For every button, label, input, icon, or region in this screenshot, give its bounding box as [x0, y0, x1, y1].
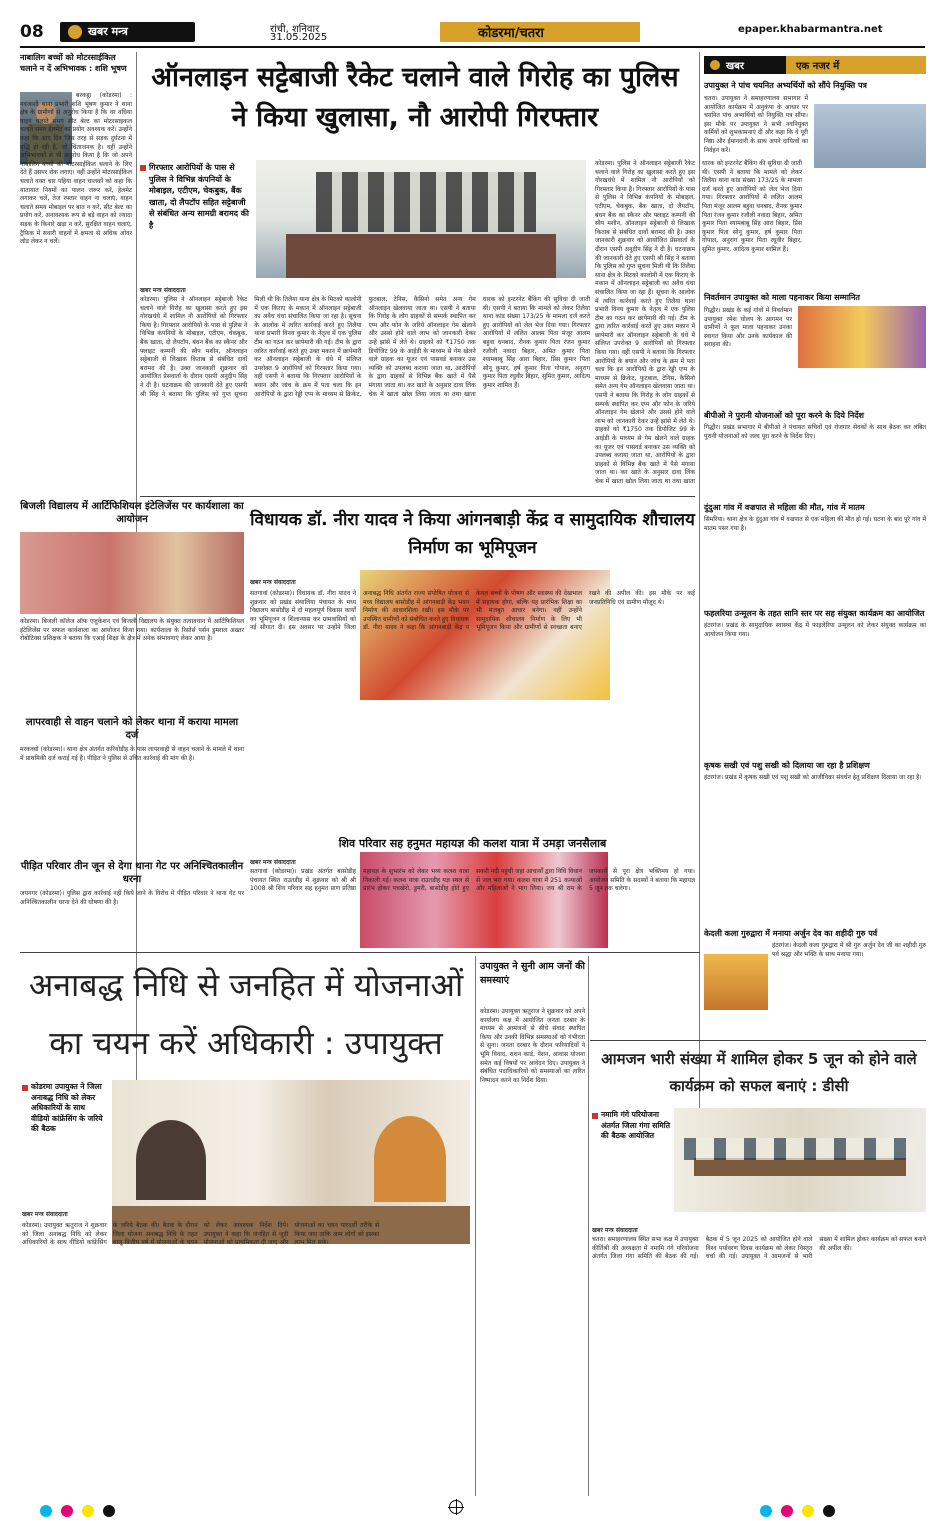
- left-story: [20, 52, 132, 492]
- bl-highlight-text: कोडरमा उपायुक्त ने जिला अनाबद्ध निधि को लेकर अधिकारियों के साथ वीडियो कांफ्रेंसिंग के जरिये की बैठक: [31, 1082, 103, 1133]
- right-item-body: चतरा। उपायुक्त ने समाहरणालय सभागार में आयोजित कार्यक्रम में अनुकंपा के आधार पर चयनित पांच अभ्यर्थियों को नियुक्ति पत्र सौंपा। इस मौके पर उपायुक्त ने सभी नवनियुक्त कर्मियों को शुभकामनाएं दीं और कहा कि वे पूरी निष्ठा और ईमानदारी के साथ अपने दायित्वों का निर्वहन करें।: [704, 95, 808, 154]
- right-item-6: [704, 760, 926, 926]
- right-item-2: [704, 292, 926, 408]
- bullet-icon: [592, 1113, 598, 1119]
- protest-story-body: जयनगर (कोडरमा)। पुलिस द्वारा कार्रवाई नहीं किये जाने के विरोध में पीड़ित परिवार ने थाना गेट पर अनिश्चितकालीन धरना देने की घोषणा की है।: [20, 890, 244, 906]
- bl-highlight: [22, 1082, 106, 1202]
- appointment-photo: [814, 104, 926, 168]
- right-item-headline: दुंदुआ गांव में वज्रपात से महिला की मौत, गांव में मातम: [704, 503, 865, 512]
- right-item-4: [704, 502, 926, 606]
- felicitation-photo: [798, 306, 926, 368]
- header-url[interactable]: epaper.khabarmantra.net: [738, 24, 883, 35]
- ai-story-headline: बिजली विद्यालय में आर्टिफिशियल इंटेलिजेंस पर कार्यशाला का आयोजन: [20, 501, 244, 525]
- bm-headline: उपायुक्त ने सुनी आम जनों की समस्याएं: [480, 961, 585, 986]
- crosshair-icon: [449, 1500, 463, 1514]
- right-item-headline: उपायुक्त ने पांच चयनित अभ्यर्थियों को सौंपे नियुक्ति पत्र: [704, 81, 867, 90]
- mla-body: सतगावां (कोडरमा)। विधायक डॉ. नीरा यादव ने शुक्रवार को प्रखंड संथालिया पंचायत के मध्य विद्यालय बासोडीह में दो महत्वपूर्ण विकास कार्यों का भूमिपूजन व शिलान्यास कर ग्रामवासियों को नई सौगात दी। इस अवसर पर उन्होंने जिला अनाबद्ध निधि अंतर्गत राज्य संपोषित योजना से मध्य विद्यालय बासोडीह में आंगनबाड़ी केंद्र भवन निर्माण की आधारशिला रखी। इस मौके पर उपस्थित ग्रामीणों को संबोधित करते हुए विधायक डॉ. नीरा यादव ने कहा कि आंगनबाड़ी केंद्र न केवल बच्चों के पोषण और स्वास्थ्य की देखभाल में सहायक होगा, बल्कि यह प्रारंभिक शिक्षा का भी मजबूत आधार बनेगा। वहीं उन्होंने सामुदायिक शौचालय निर्माण के लिए भी भूमिपूजन किया और ग्रामीणों से स्वच्छता बनाए रखने की अपील की। इस मौके पर कई जनप्रतिनिधि एवं ग्रामीण मौजूद थे।: [250, 590, 695, 632]
- case-story: [20, 716, 244, 858]
- right-item-headline: केदली कला गुरुद्वारा में मनाया अर्जुन देव का शहीदी गुरु पर्व: [704, 929, 878, 938]
- header-rule: [20, 46, 925, 48]
- bl-photo: [112, 1080, 470, 1244]
- registration-marks-right: [760, 1502, 920, 1516]
- kalash-byline: खबर मन्त्र संवाददाता: [250, 859, 296, 866]
- br-body: चतरा। समाहरणालय स्थित सभा कक्ष में उपायुक्त कीर्तिश्री की अध्यक्षता में नमामि गंगे परियोजना अंतर्गत जिला गंगा समिति की बैठक की गई। बैठक में 5 जून 2025 को आयोजित होने वाले विश्व पर्यावरण दिवस कार्यक्रम को लेकर विस्तृत चर्चा की गई। उपायुक्त ने आमजनों से भारी संख्या में शामिल होकर कार्यक्रम को सफल बनाने की अपील की।: [592, 1236, 926, 1261]
- registration-marks-left: [40, 1502, 300, 1516]
- section-bar: [440, 22, 640, 42]
- bottom-section-rule: [20, 952, 700, 953]
- bottom-mid-rule-right: [588, 956, 589, 1496]
- mla-byline: खबर मन्त्र संवाददाता: [250, 579, 296, 586]
- right-item-5: [704, 608, 926, 758]
- right-col-rule: [699, 52, 700, 1182]
- bl-headline: अनाबद्ध निधि से जनहित में योजनाओं का चयन करें अधिकारी : उपायुक्त: [28, 966, 464, 1062]
- ai-story-body: कोडरमा। बिजली कॉलेज ऑफ एजुकेशन एवं बिजली विद्यालय के संयुक्त तत्वावधान में आर्टिफिशियल इंटेलिजेंस पर सफल कार्यशाला का आयोजन किया गया। कार्यशाला के रिसोर्स पर्सन डुमराल अख्तर रोबोटिक्स प्रशिक्षक ने बताया कि एआई शिक्षा के क्षेत्र में अनेक संभावनाएं लेकर आया है।: [20, 618, 244, 643]
- br-byline: खबर मन्त्र संवाददाता: [592, 1227, 638, 1234]
- bullet-icon: [140, 165, 146, 171]
- tab-logo-icon: [710, 60, 720, 70]
- brand-logo-icon: [68, 25, 82, 39]
- br-highlight: [592, 1110, 670, 1220]
- lead-bottom-rule: [140, 496, 695, 497]
- right-item-body: गिद्धौर। प्रखंड के कई गांवों में निवर्तमान उपायुक्त रमेश घोलप के आगमन पर ग्रामीणों ने फूल माला पहनाकर उनका स्वागत किया और उनके कार्यकाल की सराहना की।: [704, 307, 792, 349]
- right-item-body: सिमरिया। थाना क्षेत्र के दुंदुआ गांव में वज्रपात से एक महिला की मौत हो गई। घटना के बाद पूरे गांव में मातम पसर गया है।: [704, 516, 926, 532]
- case-story-body: मरकच्चो (कोडरमा)। थाना क्षेत्र अंतर्गत करियोडीह के पास लापरवाही से वाहन चलाने के मामले में थाना में प्राथमिकी दर्ज कराई गई है। पीड़ित ने पुलिस से उचित कार्रवाई की मांग की है।: [20, 746, 244, 762]
- header-date: 31.05.2025: [270, 32, 328, 43]
- kalash-headline: शिव परिवार सह हनुमत महायज्ञ की कलश यात्रा में उमड़ा जनसैलाब: [338, 837, 607, 850]
- black-dot-icon: [823, 1505, 835, 1517]
- ai-workshop-photo: [20, 532, 244, 614]
- br-headline: आमजन भारी संख्या में शामिल होकर 5 जून को होने वाले कार्यक्रम को सफल बनाएं : डीसी: [601, 1050, 917, 1095]
- tab-title: एक नजर में: [796, 61, 840, 72]
- black-dot-icon: [103, 1505, 115, 1517]
- lead-highlight: [140, 162, 252, 282]
- page-number: 08: [20, 22, 44, 42]
- right-item-headline: कृषक सखी एवं पशु सखी को दिलाया जा रहा है प्रशिक्षण: [704, 761, 870, 770]
- header-city-day: रांची, शनिवार: [270, 24, 320, 35]
- cyan-dot-icon: [40, 1505, 52, 1517]
- masthead-bar: [20, 20, 925, 44]
- tab-brand: खबर: [726, 61, 744, 72]
- bullet-icon: [22, 1085, 28, 1091]
- right-bottom-rule: [590, 1040, 926, 1041]
- right-item-headline: बीपीओ ने पुरानी योजनाओं को पूरा करने के दिये निर्देश: [704, 411, 864, 420]
- lead-body: कोडरमा। पुलिस ने ऑनलाइन सट्टेबाजी रैकेट चलाने वाले गिरोह का खुलासा करते हुए इस गोरखधंधे में शामिल नौ आरोपियों को गिरफ्तार किया है। गिरफ्तार आरोपियों के पास से पुलिस ने विभिन्न कंपनियों के मोबाइल, एटीएम, चेकबुक, बैंक खाता, दो लैपटॉप, बंधन बैंक का स्कैनर और फ्लाइट कम्पनी की स्वैप मशीन, ऑनलाइन सट्टेबाजी से लिखाक किताब से संबंधित दावों बरामद की है। उक्त जानकारी शुक्रवार को आयोजित प्रेसवार्ता के दौरान एसपी अनुदीप सिंह ने दी है। घटनाक्रम की जानकारी देते हुए एसपी श्री सिंह ने बताया कि पुलिस को गुप्त सूचना मिली थी कि तिलैया थाना क्षेत्र के मिटको कालोनी में एक किराए के मकान में ऑनलाइन सट्टेबाजी का अवैध धंधा संचालित किया जा रहा है। सूचना के आलोक में त्वरित कार्रवाई करते हुए तिलैया थाना प्रभारी विनय कुमार के नेतृत्व में एक पुलिस टीम का गठन कर छापेमारी की गई। टीम के द्वारा त्वरित कार्रवाई करते हुए उक्त मकान में छापेमारी कर ऑनलाइन सट्टेबाजी के धंधे में संलिप्त उपरोक्त 9 आरोपियों को गिरफ्तार किया गया। वहीं एसपी ने बताया कि गिरफ्तार आरोपियों के बयान और जांच के क्रम में पता चला कि इन आरोपियों के द्वारा रेड्डी एप्प के माध्यम से क्रिकेट, फुटबाल, टेनिस, कैसिनो समेत अन्य गेम ऑनलाइन खेलवाया जाता था। एसपी ने बताया कि गिरोह के लोग ग्राहकों से सम्पर्क स्थापित कर एप्प और फोन के जरिये ऑनलाइन गेम खेलाने और उससे होने वाले लाभ को जानकारी देकर उन्हें झांसे में लेते थे। ग्राहकों को ₹1750 तक डिपोजिट 99 के आईडी के माध्यम से गेम खेलने वाले ग्राहक का यूजर एवं पासवर्ड बनाकर उस व्यक्ति को उपलब्ध कराया जाता था, आरोपियों के द्वारा ग्राहकों से विभिन्न बैंक खाते में पैसे मंगाया जाता था। कर खाते के अनुसार दावा लिंक चेक में खाता खोल लिया जाता था तथा खाता धारक को इन्टरनेट बैंकिंग की सुविधा दी जाती थी। एसपी ने बताया कि मामले को लेकर तिलैया थाना कांड संख्या 173/25 के मामला दर्ज करते हुए आरोपियों को जेल भेज दिया गया। गिरफ्तार आरोपियों में ललित आलम पिता मंजूर आलम बहुवा धनबाद, रौनक कुमार पिता रंजन कुमार रजौली नवादा बिहार, अमित कुमार पिता श्यामबाबू सिंह आरा बिहार, प्रिंस कुमार पिता सोनू कुमार, हर्ष कुमार पिता गोपाल, अनुराग कुमार पिता रघुवीर बिहार, सुमित कुमार, आदित्य कुमार शामिल हैं।: [140, 296, 590, 398]
- case-story-headline: लापरवाही से वाहन चलाने को लेकर थाना में कराया मामला दर्ज: [25, 717, 239, 741]
- lead-headline: ऑनलाइन सट्टेबाजी रैकेट चलाने वाले गिरोह का पुलिस ने किया खुलासा, नौ आरोपी गिरफ्तार: [151, 62, 679, 133]
- lead-body-continued: कोडरमा। पुलिस ने ऑनलाइन सट्टेबाजी रैकेट चलाने वाले गिरोह का खुलासा करते हुए इस गोरखधंधे में शामिल नौ आरोपियों को गिरफ्तार किया है। गिरफ्तार आरोपियों के पास से पुलिस ने विभिन्न कंपनियों के मोबाइल, एटीएम, चेकबुक, बैंक खाता, दो लैपटॉप, बंधन बैंक का स्कैनर और फ्लाइट कम्पनी की स्वैप मशीन, ऑनलाइन सट्टेबाजी से लिखाक किताब से संबंधित दावों बरामद की है। उक्त जानकारी शुक्रवार को आयोजित प्रेसवार्ता के दौरान एसपी अनुदीप सिंह ने दी है। घटनाक्रम की जानकारी देते हुए एसपी श्री सिंह ने बताया कि पुलिस को गुप्त सूचना मिली थी कि तिलैया थाना क्षेत्र के मिटको कालोनी में एक किराए के मकान में ऑनलाइन सट्टेबाजी का अवैध धंधा संचालित किया जा रहा है। सूचना के आलोक में त्वरित कार्रवाई करते हुए तिलैया थाना प्रभारी विनय कुमार के नेतृत्व में एक पुलिस टीम का गठन कर छापेमारी की गई। टीम के द्वारा त्वरित कार्रवाई करते हुए उक्त मकान में छापेमारी कर ऑनलाइन सट्टेबाजी के धंधे में संलिप्त उपरोक्त 9 आरोपियों को गिरफ्तार किया गया। वहीं एसपी ने बताया कि गिरफ्तार आरोपियों के बयान और जांच के क्रम में पता चला कि इन आरोपियों के द्वारा रेड्डी एप्प के माध्यम से क्रिकेट, फुटबाल, टेनिस, कैसिनो समेत अन्य गेम ऑनलाइन खेलवाया जाता था। एसपी ने बताया कि गिरोह के लोग ग्राहकों से सम्पर्क स्थापित कर एप्प और फोन के जरिये ऑनलाइन गेम खेलाने और उससे होने वाले लाभ को जानकारी देकर उन्हें झांसे में लेते थे। ग्राहकों को ₹1750 तक डिपोजिट 99 के आईडी के माध्यम से गेम खेलने वाले ग्राहक का यूजर एवं पासवर्ड बनाकर उस व्यक्ति को उपलब्ध कराया जाता था, आरोपियों के द्वारा ग्राहकों से विभिन्न बैंक खाते में पैसे मंगाया जाता था। कर खाते के अनुसार दावा लिंक चेक में खाता खोल लिया जाता था तथा खाता धारक को इन्टरनेट बैंकिंग की सुविधा दी जाती थी। एसपी ने बताया कि मामले को लेकर तिलैया थाना कांड संख्या 173/25 के मामला दर्ज करते हुए आरोपियों को जेल भेज दिया गया। गिरफ्तार आरोपियों में ललित आलम पिता मंजूर आलम बहुवा धनबाद, रौनक कुमार पिता रंजन कुमार रजौली नवादा बिहार, अमित कुमार पिता श्यामबाबू सिंह आरा बिहार, प्रिंस कुमार पिता सोनू कुमार, हर्ष कुमार पिता गोपाल, अनुराग कुमार पिता रघुवीर बिहार, सुमित कुमार, आदित्य कुमार शामिल हैं।: [595, 160, 802, 485]
- br-highlight-text: नमामि गंगे परियोजना अंतर्गत जिला गंगा समिति की बैठक आयोजित: [601, 1110, 670, 1140]
- ek-nazar-tab: [704, 56, 926, 74]
- bl-byline: खबर मन्त्र संवाददाता: [22, 1211, 68, 1218]
- bl-body: कोडरमा। उपायुक्त ऋतुराज ने शुक्रवार को जिला अनाबद्ध निधि को लेकर अधिकारियों के साथ वीडियो कांफ्रेंसिंग के जरिये बैठक की। बैठक के दौरान जिला योजना अनाबद्ध निधि के तहत चालू वित्तीय वर्ष में योजनाओं के चयन को लेकर आवश्यक निर्देश दिये। उपायुक्त ने कहा कि जनहित से जुड़ी योजनाओं को प्राथमिकता दी जाए और योजनाओं का चयन पारदर्शी तरीके से किया जाए ताकि आम लोगों को इसका लाभ मिल सके।: [22, 1222, 380, 1247]
- lead-photo: [256, 160, 586, 278]
- gurudwara-photo: [704, 954, 768, 1010]
- yellow-dot-icon: [802, 1505, 814, 1517]
- br-photo: [674, 1108, 926, 1212]
- lead-byline: खबर मन्त्र संवाददाता: [140, 287, 186, 294]
- right-item-body: हंटरगंज। प्रखंड में कृषक सखी एवं पशु सखी को आजीविका संवर्धन हेतु प्रशिक्षण दिलाया जा रहा है।: [704, 774, 922, 781]
- brand-name: खबर मन्त्र: [88, 25, 128, 38]
- left-story-body: बरकट्ठा (कोडरमा) : नवजाशी थाना प्रभारी शशि भूषण कुमार ने थाना क्षेत्र के ग्रामीणों से अनुरोध किया है कि वर वधिया वाहन चलाते समय सीट बेल्ट का मोटरसाइकल चलाते समय हेलमेट का प्रयोग अवश्यक करें। उन्होंने कहा कि आए दिन जिस तरह से सड़क दुर्घटना में वृद्धि हो रही है, जो चिंताजनक है। वहीं उन्होंने अभिभावकों से भी अनुरोध किया है कि जो अपने नाबालिग बच्चों को मोटरसाईकिल चलाने के लिए देते हैं उसपर रोक लगाए। वहीं उन्होंने मोटरसाईकिल चलाते वक्त चार पहिया वाहन चालकों को कहा कि यातायात नियमों का पालन जरूर करें, हेलमेट लगाकर चलें, तेज रफ्तार वाहन ना चलाएं, वाहन चलाते समय मोबाइल पर बात न करें, सीट बेल्ट का प्रयोग करें, अनावश्यक रूप से बड़े वाहन को ज्यादा सड़क के किनारे खड़ा न करें, सुरक्षित वाहन चलाएं, ट्रैफ़िक में सवारी वाहनों में क्षमता से अधिक ओवर लोड लेकर न चलें।: [20, 92, 132, 246]
- magenta-dot-icon: [61, 1505, 73, 1517]
- yellow-dot-icon: [82, 1505, 94, 1517]
- left-story-headline: नाबालिग बच्चों को मोटरसाईकिल चलाने न दें अभिभावक : शशि भूषण: [20, 53, 127, 73]
- section-title: कोडरमा/चतरा: [478, 26, 544, 41]
- right-item-headline: फहलरिया उन्मूलन के तहत सानि स्तर पर सह संयुक्त कार्यक्रम का आयोजित: [704, 609, 925, 618]
- protest-story-headline: पीड़ित परिवार तीन जून से देगा थाना गेट पर अनिश्चितकालीन धरना: [20, 861, 244, 885]
- cyan-dot-icon: [760, 1505, 772, 1517]
- brand-bar: [60, 22, 195, 42]
- right-item-7: [704, 928, 926, 1036]
- right-item-3: [704, 410, 926, 500]
- right-item-body: हंटरगंज। प्रखंड के सामुदायिक स्वास्थ्य केंद्र में फाइलेरिया उन्मूलन को लेकर संयुक्त कार्यक्रम का आयोजन किया गया।: [704, 622, 926, 638]
- mla-headline: विधायक डॉ. नीरा यादव ने किया आंगनबाड़ी केंद्र व सामुदायिक शौचालय निर्माण का भूमिपूजन: [250, 510, 695, 558]
- protest-story: [20, 860, 244, 948]
- bottom-mid-rule-left: [475, 956, 476, 1496]
- right-item-body: गिद्धौर। प्रखंड सभागार में बीपीओ ने पंचायत सचिवों एवं रोजगार सेवकों के साथ बैठक कर लंबित पुरानी योजनाओं को जल्द पूरा करने के निर्देश दिए।: [704, 424, 926, 440]
- bm-body: कोडरमा। उपायुक्त ऋतुराज ने शुक्रवार को अपने कार्यालय कक्ष में आयोजित जनता दरबार के माध्यम से आमजनों से सीधे संवाद स्थापित किया और उनकी विभिन्न समस्याओं को गंभीरता से सुना। जनता दरबार के दौरान फरियादियों ने भूमि विवाद, राशन कार्ड, पेंशन, आवास योजना समेत कई विषयों पर आवेदन दिए। उपायुक्त ने संबंधित पदाधिकारियों को समस्याओं का त्वरित निष्पादन करने का निर्देश दिया।: [480, 1008, 585, 1084]
- magenta-dot-icon: [781, 1505, 793, 1517]
- right-item-headline: निवर्तमान उपायुक्त को माला पहनाकर किया सम्मानित: [704, 293, 860, 302]
- right-item-1: [704, 80, 926, 288]
- ai-story: [20, 500, 244, 712]
- right-item-body: हंटरगंज। केदली कला गुरुद्वारा में श्री गुरु अर्जुन देव जी का शहीदी गुरु पर्व श्रद्धा और भक्ति के साथ मनाया गया।: [772, 942, 926, 958]
- kalash-body: सतगावां (कोडरमा)। प्रखंड अंतर्गत बासोडीह पंचायत स्थित राउतडीह में शुक्रवार को श्री श्री 1008 श्री शिव परिवार सह हनुमत प्राण प्रतिष्ठा महायज्ञ के शुभारंभ को लेकर भव्य कलश यात्रा निकाली गई। कलश यात्रा राउतडीह यज्ञ स्थल से प्रारंभ होकर पचखेरो, डुमरी, बासोडीह होते हुए सकरी नदी पहुंची जहां आचार्यों द्वारा विधि विधान से जल भरा गया। कलश यात्रा में 251 कन्याओं और महिलाओं ने भाग लिया। जय श्री राम के जयकारों से पूरा क्षेत्र भक्तिमय हो गया। आयोजन समिति के सदस्यों ने बताया कि महायज्ञ 5 जून तक चलेगा।: [250, 868, 695, 893]
- lead-highlight-text: गिरफ्तार आरोपियों के पास से पुलिस ने विभिन्न कंपनियों के मोबाइल, एटीएम, चेकबुक, बैंक खाता, दो लैपटॉप सहित सट्टेबाजी से संबंधित अन्य सामग्री बरामद की है: [149, 163, 249, 230]
